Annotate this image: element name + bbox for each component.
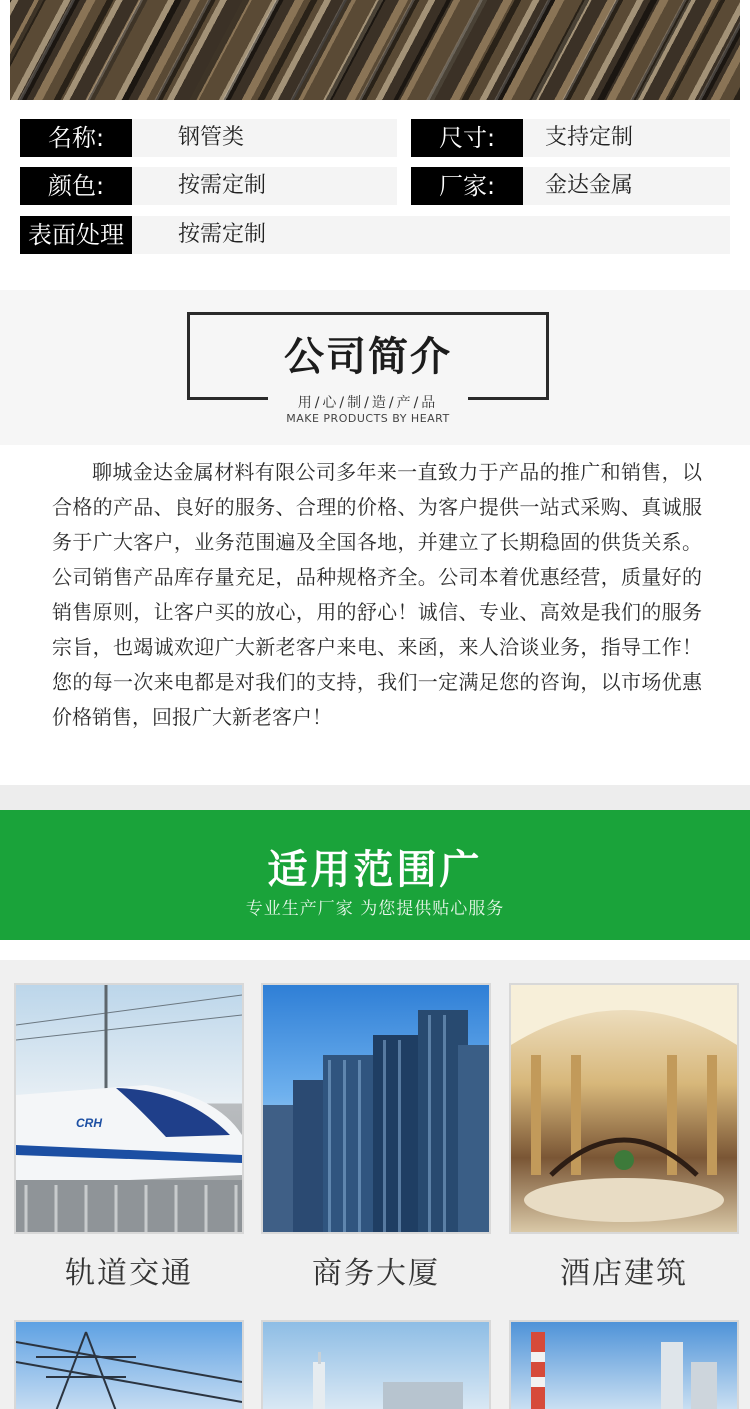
section-divider xyxy=(0,785,750,810)
steel-pipes-banner-image xyxy=(10,0,740,100)
industrial-plant-illustration xyxy=(263,1322,489,1409)
intro-subtitle-cn: 用/心/制/造/产/品 xyxy=(297,395,439,411)
hotel-interior-image xyxy=(509,983,739,1234)
power-tower-illustration xyxy=(16,1322,242,1409)
spec-surface-value: 按需定制 xyxy=(132,216,730,254)
skyscrapers-illustration xyxy=(263,985,489,1232)
intro-subtitle-en: MAKE PRODUCTS BY HEART xyxy=(286,412,450,425)
industrial-plant-image xyxy=(261,1320,491,1409)
refinery-illustration xyxy=(511,1322,737,1409)
spec-size-value: 支持定制 xyxy=(523,119,730,157)
high-speed-train-illustration xyxy=(16,985,242,1232)
refinery-image xyxy=(509,1320,739,1409)
application-title: 适用范围广 xyxy=(267,847,483,893)
intro-title: 公司简介 xyxy=(284,334,452,380)
spec-color-label: 颜色: xyxy=(20,167,132,205)
caption-hotel-building: 酒店建筑 xyxy=(560,1256,688,1291)
power-tower-image xyxy=(14,1320,244,1409)
caption-business-building: 商务大厦 xyxy=(312,1256,440,1291)
rail-transit-image xyxy=(14,983,244,1234)
spec-color-value: 按需定制 xyxy=(132,167,397,205)
train-mark: CRH xyxy=(76,1116,102,1130)
spec-name-label: 名称: xyxy=(20,119,132,157)
application-subtitle: 专业生产厂家 为您提供贴心服务 xyxy=(245,899,505,919)
business-building-image xyxy=(261,983,491,1234)
hotel-lobby-illustration xyxy=(511,985,737,1232)
intro-body-text: 聊城金达金属材料有限公司多年来一直致力于产品的推广和销售，以合格的产品、良好的服务、合理的价格、为客户提供一站式采购、真诚服务于广大客户，业务范围遍及全国各地，并建立了长期稳固的供货关系。公司销售产品库存量充足，品种规格齐全。公司本着优惠经营，质量好的销售原则，让客户买的放心，用的舒心！诚信、专业、高效是我们的服务宗旨，也竭诚欢迎广大新老客户来电、来函，来人洽谈业务，指导工作！您的每一次来电都是对我们的支持，我们一定满足您的咨询，以市场优惠价格销售，回报广大新老客户！ xyxy=(52,460,702,729)
spec-name-value: 钢管类 xyxy=(132,119,397,157)
spec-maker-value: 金达金属 xyxy=(523,167,730,205)
spec-size-label: 尺寸: xyxy=(411,119,523,157)
spec-surface-label: 表面处理 xyxy=(20,216,132,254)
caption-rail-transit: 轨道交通 xyxy=(65,1256,193,1291)
spec-maker-label: 厂家: xyxy=(411,167,523,205)
